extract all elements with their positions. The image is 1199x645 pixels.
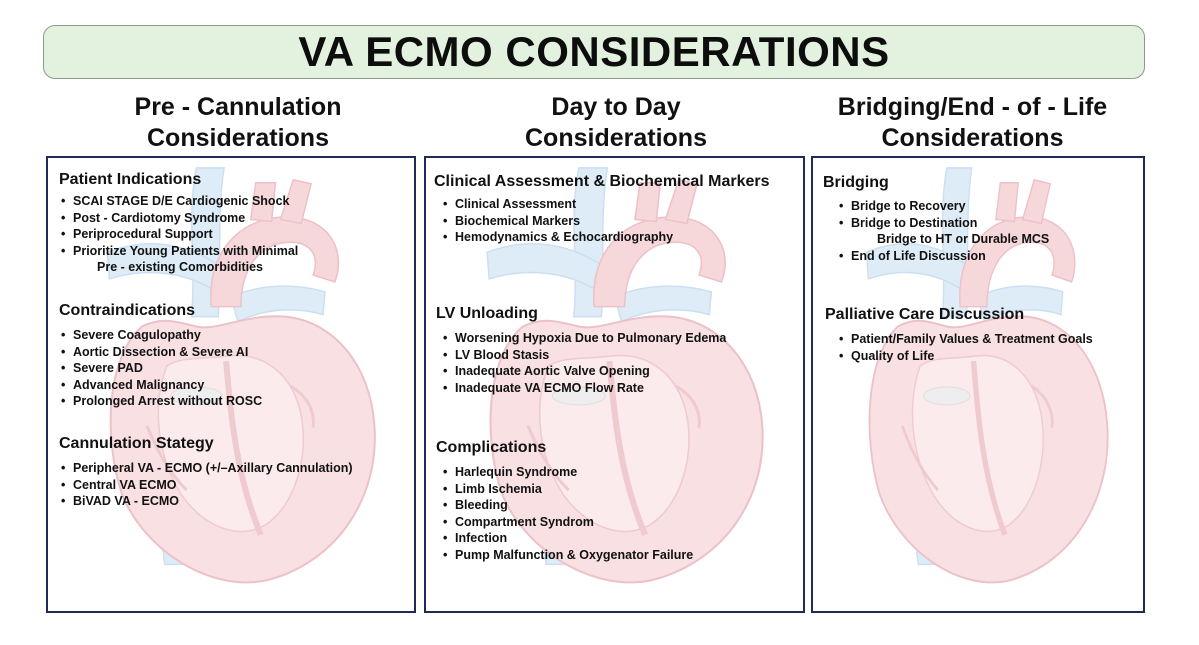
panel-day-to-day bbox=[424, 156, 805, 613]
list-item: • Inadequate Aortic Valve Opening bbox=[443, 363, 726, 380]
column-title-line1: Pre - Cannulation bbox=[134, 93, 342, 121]
section-heading-complications: Complications bbox=[436, 439, 547, 456]
section-heading-contraindications: Contraindications bbox=[59, 302, 196, 319]
list-item: • Biochemical Markers bbox=[443, 213, 673, 230]
list-item: • Hemodynamics & Echocardiography bbox=[443, 229, 673, 246]
list-item: • Bleeding bbox=[443, 497, 693, 514]
list-clinical-assessment bbox=[443, 196, 673, 246]
panel-bridging-end-of-life bbox=[811, 156, 1145, 613]
list-item: • Severe Coagulopathy bbox=[61, 327, 262, 344]
section-heading-bridging: Bridging bbox=[823, 174, 889, 191]
list-item: • End of Life Discussion bbox=[839, 248, 1049, 265]
list-contraindications bbox=[61, 327, 262, 410]
list-item: • BiVAD VA - ECMO bbox=[61, 493, 353, 510]
list-item: • Advanced Malignancy bbox=[61, 377, 262, 394]
list-lv-unloading bbox=[443, 330, 726, 396]
column-title-bridging-end-of-life bbox=[810, 92, 1135, 154]
column-title-pre-cannulation bbox=[46, 92, 430, 154]
list-item: • Infection bbox=[443, 530, 693, 547]
section-heading-cannulation-strategy: Cannulation Stategy bbox=[59, 435, 214, 452]
list-bridging bbox=[839, 198, 1049, 264]
column-title-line1: Bridging/End - of - Life bbox=[837, 93, 1108, 121]
list-item: • Patient/Family Values & Treatment Goals bbox=[839, 331, 1093, 348]
list-complications bbox=[443, 464, 693, 563]
list-item: • Aortic Dissection & Severe AI bbox=[61, 344, 262, 361]
list-item: • Periprocedural Support bbox=[61, 226, 298, 243]
column-title-line2: Considerations bbox=[147, 124, 329, 152]
list-item: • LV Blood Stasis bbox=[443, 347, 726, 364]
list-item: • Severe PAD bbox=[61, 360, 262, 377]
column-title-day-to-day bbox=[424, 92, 808, 154]
section-heading-palliative-care: Palliative Care Discussion bbox=[825, 306, 1025, 323]
list-item: • Quality of Life bbox=[839, 348, 1093, 365]
list-cannulation-strategy bbox=[61, 460, 353, 510]
section-heading-patient-indications: Patient Indications bbox=[59, 171, 202, 188]
list-item: • Prolonged Arrest without ROSC bbox=[61, 393, 262, 410]
list-item: • Pump Malfunction & Oxygenator Failure bbox=[443, 547, 693, 564]
list-item: • Limb Ischemia bbox=[443, 481, 693, 498]
title-banner bbox=[43, 25, 1145, 79]
list-item: • Post - Cardiotomy Syndrome bbox=[61, 210, 298, 227]
list-item: • Harlequin Syndrome bbox=[443, 464, 693, 481]
section-heading-clinical-assessment: Clinical Assessment & Biochemical Markers bbox=[434, 173, 770, 190]
list-item: • SCAI STAGE D/E Cardiogenic Shock bbox=[61, 193, 298, 210]
panel-pre-cannulation bbox=[46, 156, 416, 613]
list-item: • Central VA ECMO bbox=[61, 477, 353, 494]
list-item: • Bridge to Recovery bbox=[839, 198, 1049, 215]
page-title: VA ECMO CONSIDERATIONS bbox=[298, 28, 890, 75]
column-title-line2: Considerations bbox=[881, 124, 1064, 152]
list-item-continuation: Bridge to HT or Durable MCS bbox=[877, 232, 1050, 246]
column-title-line2: Considerations bbox=[525, 124, 707, 152]
list-item: • Bridge to Destination bbox=[839, 215, 1049, 232]
list-item: • Worsening Hypoxia Due to Pulmonary Edema bbox=[443, 330, 726, 347]
list-item: • Clinical Assessment bbox=[443, 196, 673, 213]
section-heading-lv-unloading: LV Unloading bbox=[436, 305, 538, 322]
list-item: • Prioritize Young Patients with Minimal bbox=[61, 243, 298, 260]
list-item: • Peripheral VA - ECMO (+/–Axillary Cannulation) bbox=[61, 460, 353, 477]
column-title-line1: Day to Day bbox=[551, 93, 681, 121]
list-item: • Compartment Syndrom bbox=[443, 514, 693, 531]
list-patient-indications bbox=[61, 193, 298, 276]
list-palliative-care bbox=[839, 331, 1093, 364]
list-item-continuation: Pre - existing Comorbidities bbox=[97, 260, 264, 274]
list-item: • Inadequate VA ECMO Flow Rate bbox=[443, 380, 726, 397]
